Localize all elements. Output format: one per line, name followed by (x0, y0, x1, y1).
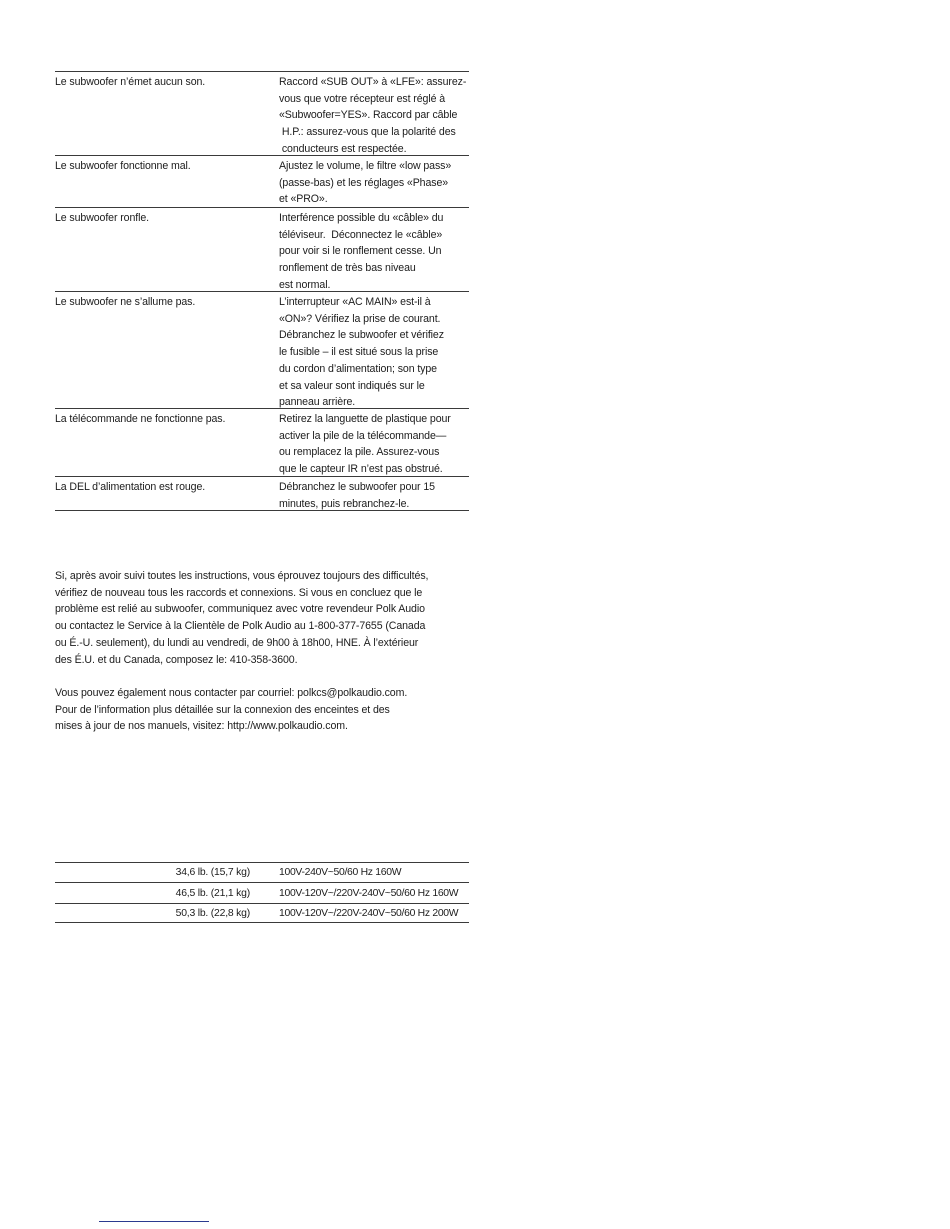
solution-text: Débranchez le subwoofer pour 15 minutes, puis rebranchez-le. (279, 481, 435, 510)
table-row (55, 292, 469, 409)
weight-value: 46,5 lb. (21,1 kg) (175, 887, 250, 899)
table-row (55, 863, 469, 883)
table-row (55, 72, 469, 156)
table-row (55, 156, 469, 208)
problem-text: Le subwoofer fonctionne mal. (55, 160, 191, 172)
problem-text: Le subwoofer n’émet aucun son. (55, 76, 206, 88)
problem-text: La télécommande ne fonctionne pas. (55, 413, 226, 425)
table-row (55, 409, 469, 477)
table-row (55, 883, 469, 903)
solution-text: L’interrupteur «AC MAIN» est-il à «ON»? Vérifiez la prise de courant. Débranchez le subwoofer et vérifiez le fusible – il est situé sous la prise du cordon d’alimentation; son type et sa valeur sont indiqués sur le panneau arrière. (279, 296, 444, 409)
power-value: 100V-120V~/220V-240V~50/60 Hz 200W (279, 907, 459, 919)
solution-text: Interférence possible du «câble» du téléviseur. Déconnectez le «câble» pour voir si le ronflement cesse. Un ronflement de très bas niveau est normal. (279, 212, 444, 291)
solution-text: Ajustez le volume, le filtre «low pass» (passe-bas) et les réglages «Phase» et «PRO». (279, 160, 452, 206)
problem-text: Le subwoofer ronfle. (55, 212, 149, 224)
support-paragraph: Si, après avoir suivi toutes les instructions, vous éprouvez toujours des difficultés, vérifiez de nouveau tous les raccords et connexions. Si vous en concluez que le problème est relié au subwoofer, communiquez avec votre revendeur Polk Audio ou contactez le Service à la Clientèle de Polk Audio au 1-800-377-7655 (Canada ou É.-U. seulement), du lundi au vendredi, de 9h00 à 18h00, HNE. À l’extérieur des É.U. et du Canada, composez le: 410-358-3600. (55, 570, 429, 666)
solution-text: Retirez la languette de plastique pour activer la pile de la télécommande— ou remplacez la pile. Assurez-vous que le capteur IR n’est pas obstrué. (279, 413, 451, 476)
problem-text: La DEL d’alimentation est rouge. (55, 481, 206, 493)
weight-value: 34,6 lb. (15,7 kg) (175, 867, 250, 878)
table-row (55, 208, 469, 292)
weight-value: 50,3 lb. (22,8 kg) (175, 907, 250, 919)
table-row (55, 903, 469, 923)
troubleshooting-table (55, 71, 469, 511)
specifications-table (55, 862, 469, 923)
contact-paragraph: Vous pouvez également nous contacter par courriel: polkcs@polkaudio.com. Pour de l’information plus détaillée sur la connexion des enceintes et des mises à jour de nos manuels, visitez: http://www.polkaudio.com. (55, 687, 408, 733)
power-value: 100V-120V~/220V-240V~50/60 Hz 160W (279, 887, 459, 899)
problem-text: Le subwoofer ne s’allume pas. (55, 296, 196, 308)
solution-text: Raccord «SUB OUT» à «LFE»: assurez- vous que votre récepteur est réglé à «Subwoofer=YES». Raccord par câble H.P.: assurez-vous que la polarité des conducteurs est respectée. (279, 76, 467, 155)
power-value: 100V-240V~50/60 Hz 160W (279, 867, 402, 878)
footer-divider (99, 1221, 209, 1222)
table-row (55, 477, 469, 511)
